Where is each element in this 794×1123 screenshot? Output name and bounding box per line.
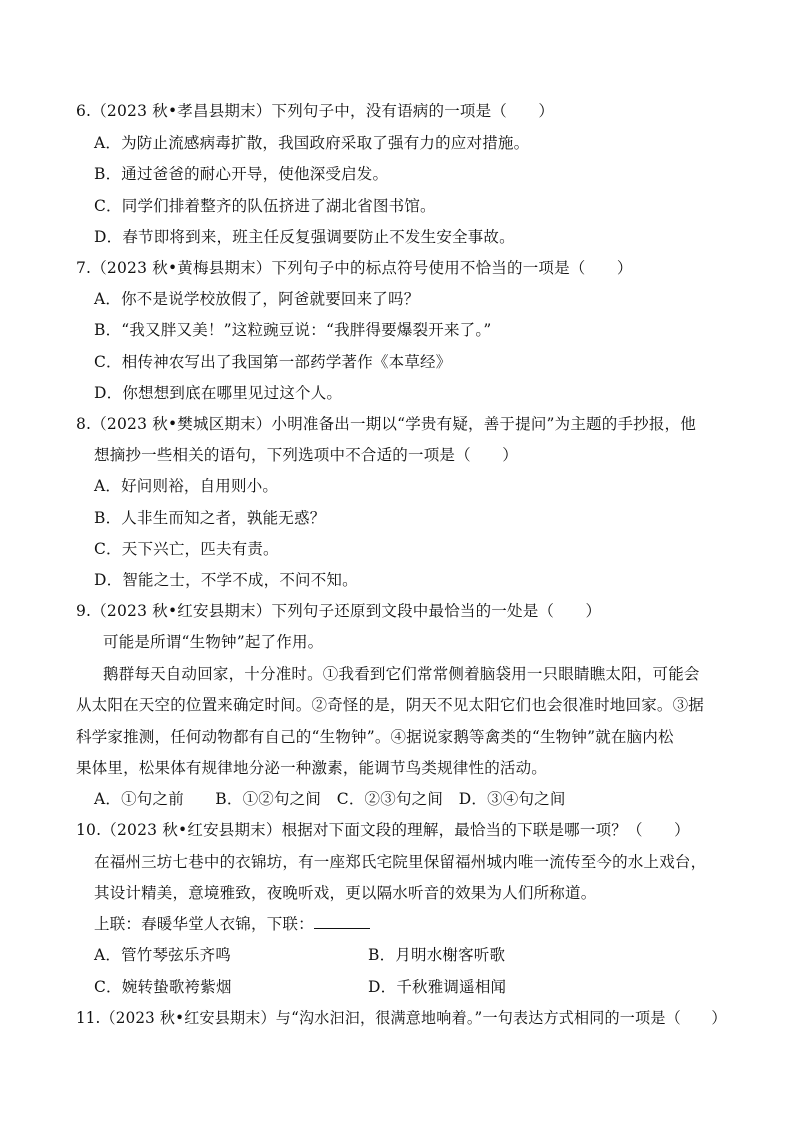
question-8-option-b: B．人非生而知之者，孰能无惑？ — [94, 509, 326, 527]
question-8-option-c: C．天下兴亡，匹夫有责。 — [94, 540, 279, 558]
question-6-option-d: D．春节即将到来，班主任反复强调要防止不发生安全事故。 — [94, 228, 515, 246]
question-9-options: A．①句之前 B．①②句之间 C．②③句之间 D．③④句之间 — [94, 790, 566, 808]
question-7-option-c: C．相传神农写出了我国第一部药学著作《本草经》 — [94, 353, 452, 371]
answer-blank — [314, 914, 370, 929]
question-6-option-a: A．为防止流感病毒扩散，我国政府采取了强有力的应对措施。 — [94, 134, 530, 152]
question-8-option-a: A．好问则裕，自用则小。 — [94, 477, 279, 495]
question-10-option-d: D．千秋雅调遥相闻 — [368, 978, 507, 996]
question-6-option-c: C．同学们排着整齐的队伍挤进了湖北省图书馆。 — [94, 197, 436, 215]
question-10-couplet-text: 上联：春暖华堂人衣锦，下联： — [94, 915, 314, 933]
question-7-stem: 7.（2023 秋•黄梅县期末）下列句子中的标点符号使用不恰当的一项是（ ） — [76, 259, 633, 277]
question-9-passage-line-2: 从太阳在天空的位置来确定时间。②奇怪的是，阴天不见太阳它们也会很准时地回家。③据 — [76, 696, 705, 714]
question-10-option-a: A．管竹琴弦乐齐鸣 — [94, 946, 231, 964]
question-9-sentence: 可能是所谓“生物钟”起了作用。 — [103, 633, 324, 651]
question-9-stem: 9.（2023 秋•红安县期末）下列句子还原到文段中最恰当的一处是（ ） — [76, 602, 602, 620]
question-10-option-c: C．婉转蛰歌袴紫烟 — [94, 978, 232, 996]
question-6-option-b: B．通过爸爸的耐心开导，使他深受启发。 — [94, 165, 389, 183]
question-10-passage-line-1: 在福州三坊七巷中的衣锦坊，有一座郑氏宅院里保留福州城内唯一流传至今的水上戏台， — [94, 853, 707, 871]
question-10-passage-line-2: 其设计精美，意境雅致，夜晚听戏，更以隔水听音的效果为人们所称道。 — [94, 884, 597, 902]
question-8-option-d: D．智能之士，不学不成，不问不知。 — [94, 571, 358, 589]
question-8-stem-continued: 想摘抄一些相关的语句，下列选项中不合适的一项是（ ） — [94, 446, 518, 464]
question-7-option-d: D．你想想到底在哪里见过这个人。 — [94, 384, 343, 402]
question-6-stem: 6.（2023 秋•孝昌县期末）下列句子中，没有语病的一项是（ ） — [76, 102, 555, 120]
question-11-stem: 11.（2023 秋•红安县期末）与“沟水汩汩，很满意地响着。”一句表达方式相同的一项是（ ） — [76, 1009, 727, 1027]
question-9-passage-line-3: 科学家推测，任何动物都有自己的“生物钟”。④据说家鹅等禽类的“生物钟”就在脑内松 — [76, 728, 674, 746]
question-7-option-a: A．你不是说学校放假了，阿爸就要回来了吗？ — [94, 290, 420, 308]
question-8-stem: 8.（2023 秋•樊城区期末）小明准备出一期以“学贵有疑，善于提问”为主题的手抄报，他 — [76, 415, 696, 433]
question-10-option-b: B．月明水榭客听歌 — [368, 946, 506, 964]
question-9-passage-line-4: 果体里，松果体有规律地分泌一种激素，能调节鸟类规律性的活动。 — [76, 759, 548, 777]
question-10-couplet — [94, 914, 370, 934]
question-9-passage-line-1: 鹅群每天自动回家，十分准时。①我看到它们常常侧着脑袋用一只眼睛瞧太阳，可能会 — [103, 665, 700, 683]
question-7-option-b: B．“我又胖又美！”这粒豌豆说：“我胖得要爆裂开来了。” — [94, 321, 492, 339]
question-10-stem: 10.（2023 秋•红安县期末）根据对下面文段的理解，最恰当的下联是哪一项？（ ） — [76, 821, 690, 839]
